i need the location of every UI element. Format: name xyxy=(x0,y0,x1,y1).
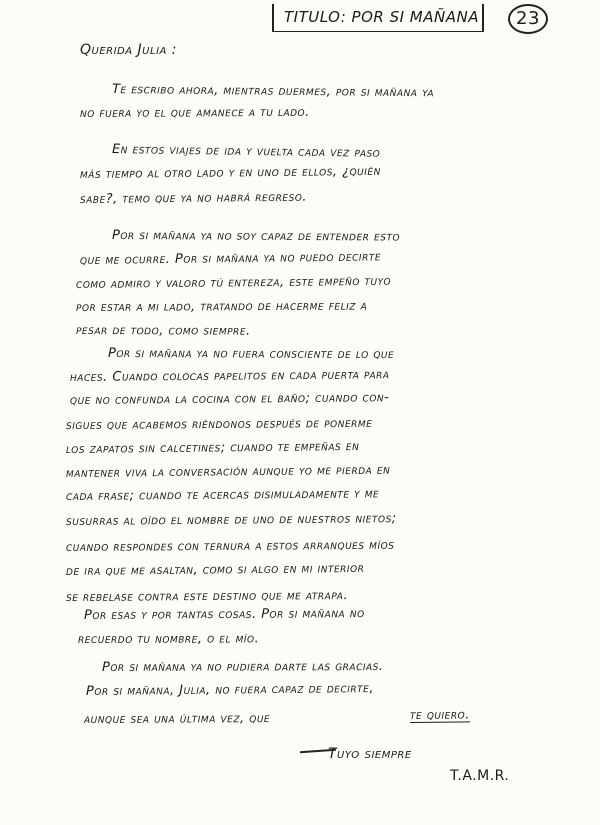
letter-line-6: Por si mañana ya no soy capaz de entender esto xyxy=(111,228,401,245)
letter-line-20: de ira que me asaltan, como si algo en mi interior xyxy=(65,560,365,579)
letter-line-1: Te escribo ahora, mientras duermes, por si mañana ya xyxy=(111,82,435,101)
letter-line-26: aunque sea una última vez, que xyxy=(83,711,271,727)
letter-signature: T.A.M.R. xyxy=(450,768,510,784)
letter-line-10: pesar de todo, como siempre. xyxy=(75,323,251,339)
letter-line-7: que me ocurre. Por si mañana ya no puedo decirte xyxy=(79,249,382,268)
letter-title: TITULO: POR SI MAÑANA xyxy=(272,4,484,32)
letter-line-9: por estar a mi lado, tratando de hacerme feliz a xyxy=(75,298,368,315)
letter-line-14: sigues que acabemos riéndonos después de ponerme xyxy=(65,415,373,433)
letter-line-4: más tiempo al otro lado y en uno de ellos, ¿quién xyxy=(79,163,381,182)
letter-line-13: que no confunda la cocina con el baño; cuando con- xyxy=(69,390,390,408)
page-number-circle: 23 xyxy=(508,4,548,34)
letter-line-21: se rebelase contra este destino que me atrapa. xyxy=(65,588,349,605)
letter-line-27: te quiero. xyxy=(409,707,470,723)
letter-line-12: haces. Cuando colocas papelitos en cada puerta para xyxy=(69,367,390,385)
letter-line-25: Por si mañana, Julia, no fuera capaz de decirte, xyxy=(85,680,375,699)
letter-line-16: mantener viva la conversación aunque yo me pierda en xyxy=(65,462,391,481)
letter-line-23: recuerdo tu nombre, o el mío. xyxy=(77,631,260,647)
letter-line-24: Por si mañana ya no pudiera darte las gracias. xyxy=(101,659,384,675)
letter-line-17: cada frase; cuando te acercas disimuladamente y me xyxy=(65,486,380,504)
letter-line-3: En estos viajes de ida y vuelta cada vez paso xyxy=(111,142,381,161)
letter-line-5: sabe?, temo que ya no habrá regreso. xyxy=(79,189,308,207)
letter-line-22: Por esas y por tantas cosas. Por si mañana no xyxy=(83,606,365,623)
letter-line-15: los zapatos sin calcetines; cuando te empeñas en xyxy=(65,438,360,457)
letter-closing: Tuyo siempre xyxy=(328,746,412,762)
letter-line-2: no fuera yo el que amanece a tu lado. xyxy=(79,104,310,121)
letter-line-18: susurras al oído el nombre de uno de nuestros nietos; xyxy=(65,511,397,529)
letter-line-8: como admiro y valoro tú entereza, este empeño tuyo xyxy=(75,273,392,292)
letter-line-11: Por si mañana ya no fuera consciente de lo que xyxy=(107,346,395,362)
letter-salutation: Querida Julia : xyxy=(80,42,178,58)
letter-line-19: cuando respondes con ternura a estos arranques míos xyxy=(65,537,395,555)
